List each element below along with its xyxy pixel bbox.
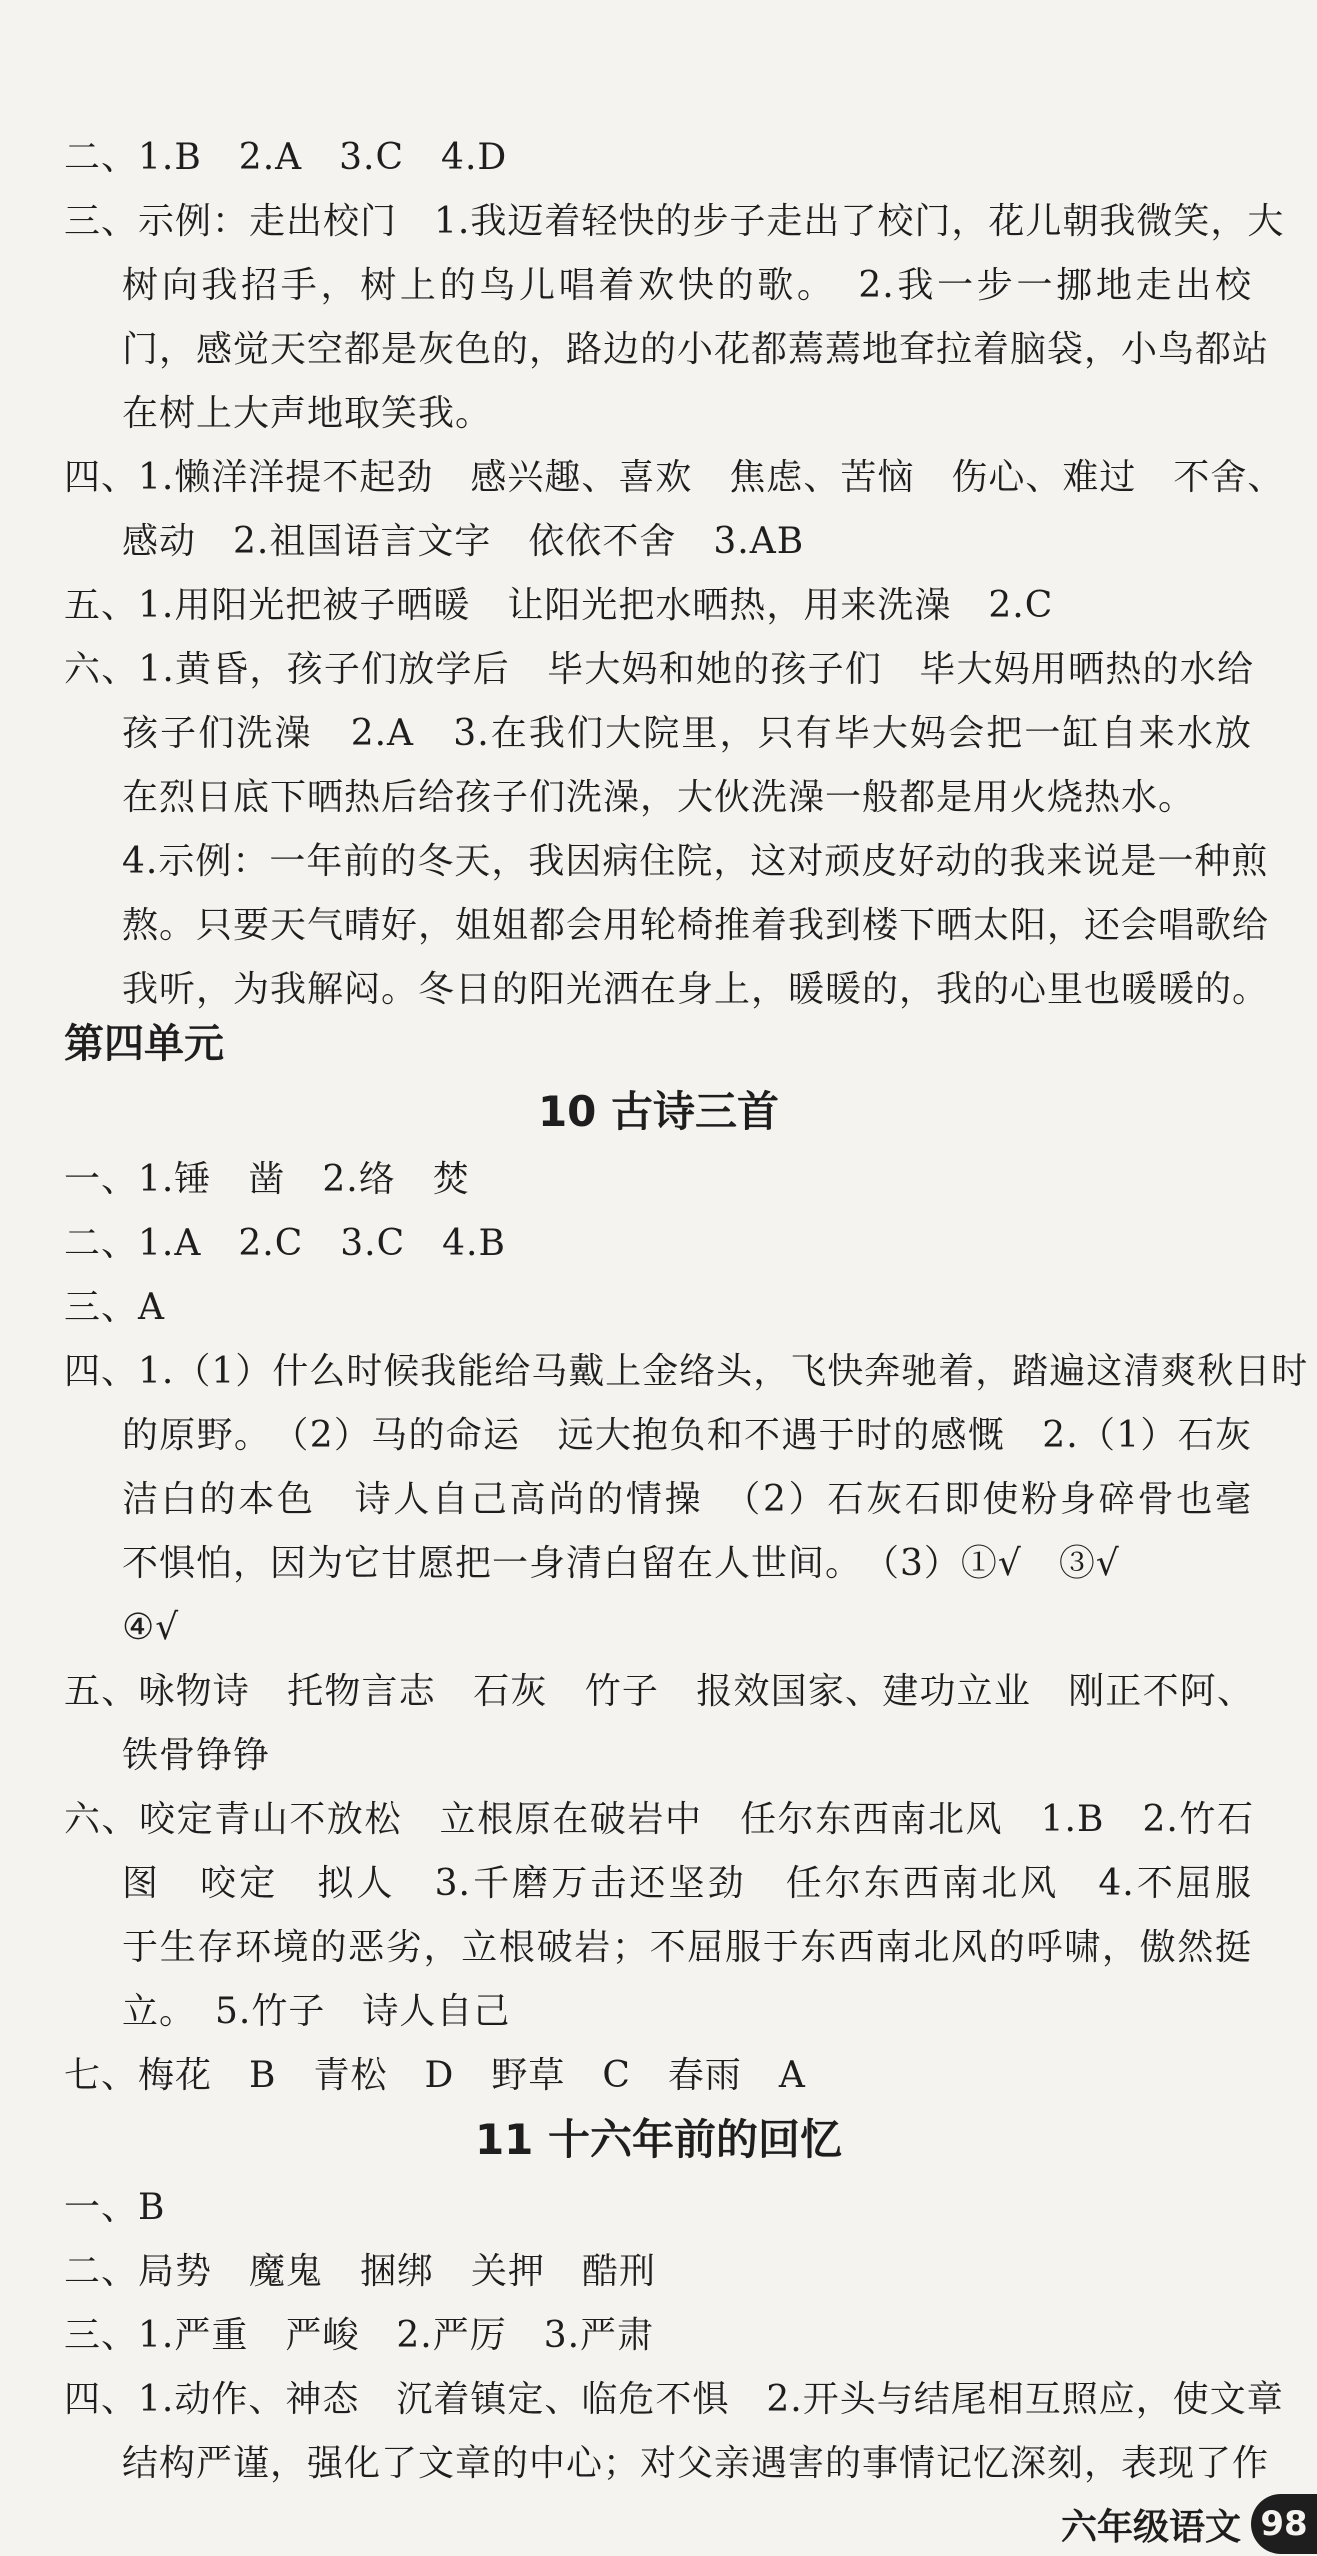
- answer-line: 不惧怕，因为它甘愿把一身清白留在人世间。 （3）①√ ③√: [122, 1543, 1120, 1584]
- answer-line: 洁白的本色 诗人自己高尚的情操 （2）石灰石即使粉身碎骨也毫: [122, 1479, 1252, 1520]
- answer-line: 熬。只要天气晴好，姐姐都会用轮椅推着我到楼下晒太阳，还会唱歌给: [122, 905, 1270, 946]
- answer-line: 一、1.锤 凿 2.络 焚: [64, 1159, 470, 1200]
- lesson-title: 10 古诗三首: [537, 1087, 780, 1136]
- answer-line: 四、1.动作、神态 沉着镇定、临危不惧 2.开头与结尾相互照应，使文章: [64, 2379, 1284, 2420]
- answer-line: 六、1.黄昏，孩子们放学后 毕大妈和她的孩子们 毕大妈用晒热的水给: [64, 649, 1254, 690]
- answer-line: 树向我招手，树上的鸟儿唱着欢快的歌。 2.我一步一挪地走出校: [122, 265, 1252, 306]
- answer-line: 三、示例：走出校门 1.我迈着轻快的步子走出了校门，花儿朝我微笑，大: [64, 201, 1285, 242]
- answer-line: 的原野。 （2）马的命运 远大抱负和不遇于时的感慨 2.（1）石灰: [122, 1415, 1252, 1456]
- answer-line: 三、1.严重 严峻 2.严厉 3.严肃: [64, 2315, 655, 2356]
- answer-line: 铁骨铮铮: [122, 1735, 271, 1776]
- answer-line: ④√: [122, 1607, 180, 1648]
- book-label: 六年级语文: [1060, 2506, 1241, 2548]
- answer-line: 三、A: [64, 1287, 165, 1328]
- page-number: 98: [1251, 2494, 1317, 2554]
- answer-line: 六、咬定青山不放松 立根原在破岩中 任尔东西南北风 1.B 2.竹石: [64, 1799, 1254, 1840]
- answer-line: 立。 5.竹子 诗人自己: [122, 1991, 511, 2032]
- answer-line: 二、1.A 2.C 3.C 4.B: [64, 1223, 506, 1264]
- answer-line: 4.示例：一年前的冬天，我因病住院，这对顽皮好动的我来说是一种煎: [122, 841, 1269, 882]
- answer-line: 五、咏物诗 托物言志 石灰 竹子 报效国家、建功立业 刚正不阿、: [64, 1671, 1254, 1712]
- answer-line: 五、1.用阳光把被子晒暖 让阳光把水晒热，用来洗澡 2.C: [64, 585, 1054, 626]
- answer-line: 图 咬定 拟人 3.千磨万击还坚劲 任尔东西南北风 4.不屈服: [122, 1863, 1252, 1904]
- answer-line: 结构严谨，强化了文章的中心；对父亲遇害的事情记忆深刻，表现了作: [122, 2443, 1270, 2484]
- answer-line: 门，感觉天空都是灰色的，路边的小花都蔫蔫地耷拉着脑袋，小鸟都站: [122, 329, 1270, 370]
- answer-line: 四、1.（1）什么时候我能给马戴上金络头，飞快奔驰着，踏遍这清爽秋日时: [64, 1351, 1309, 1392]
- answer-line: 四、1.懒洋洋提不起劲 感兴趣、喜欢 焦虑、苦恼 伤心、难过 不舍、: [64, 457, 1285, 498]
- answer-line: 二、局势 魔鬼 捆绑 关押 酷刑: [64, 2251, 657, 2292]
- lesson-title: 11 十六年前的回忆: [474, 2115, 843, 2164]
- answer-line: 在烈日底下晒热后给孩子们洗澡，大伙洗澡一般都是用火烧热水。: [122, 777, 1196, 818]
- unit-heading: 第四单元: [64, 1021, 224, 1067]
- page-footer: [1061, 2492, 1317, 2556]
- answer-line: 感动 2.祖国语言文字 依依不舍 3.AB: [122, 521, 805, 562]
- answer-line: 二、1.B 2.A 3.C 4.D: [64, 137, 508, 178]
- answer-line: 在树上大声地取笑我。: [122, 393, 493, 434]
- answer-line: 我听，为我解闷。冬日的阳光洒在身上，暖暖的，我的心里也暖暖的。: [122, 969, 1270, 1010]
- answer-line: 于生存环境的恶劣，立根破岩；不屈服于东西南北风的呼啸，傲然挺: [122, 1927, 1252, 1968]
- answer-line: 七、梅花 B 青松 D 野草 C 春雨 A: [64, 2055, 806, 2096]
- answer-line: 孩子们洗澡 2.A 3.在我们大院里，只有毕大妈会把一缸自来水放: [122, 713, 1252, 754]
- answer-line: 一、B: [64, 2187, 166, 2228]
